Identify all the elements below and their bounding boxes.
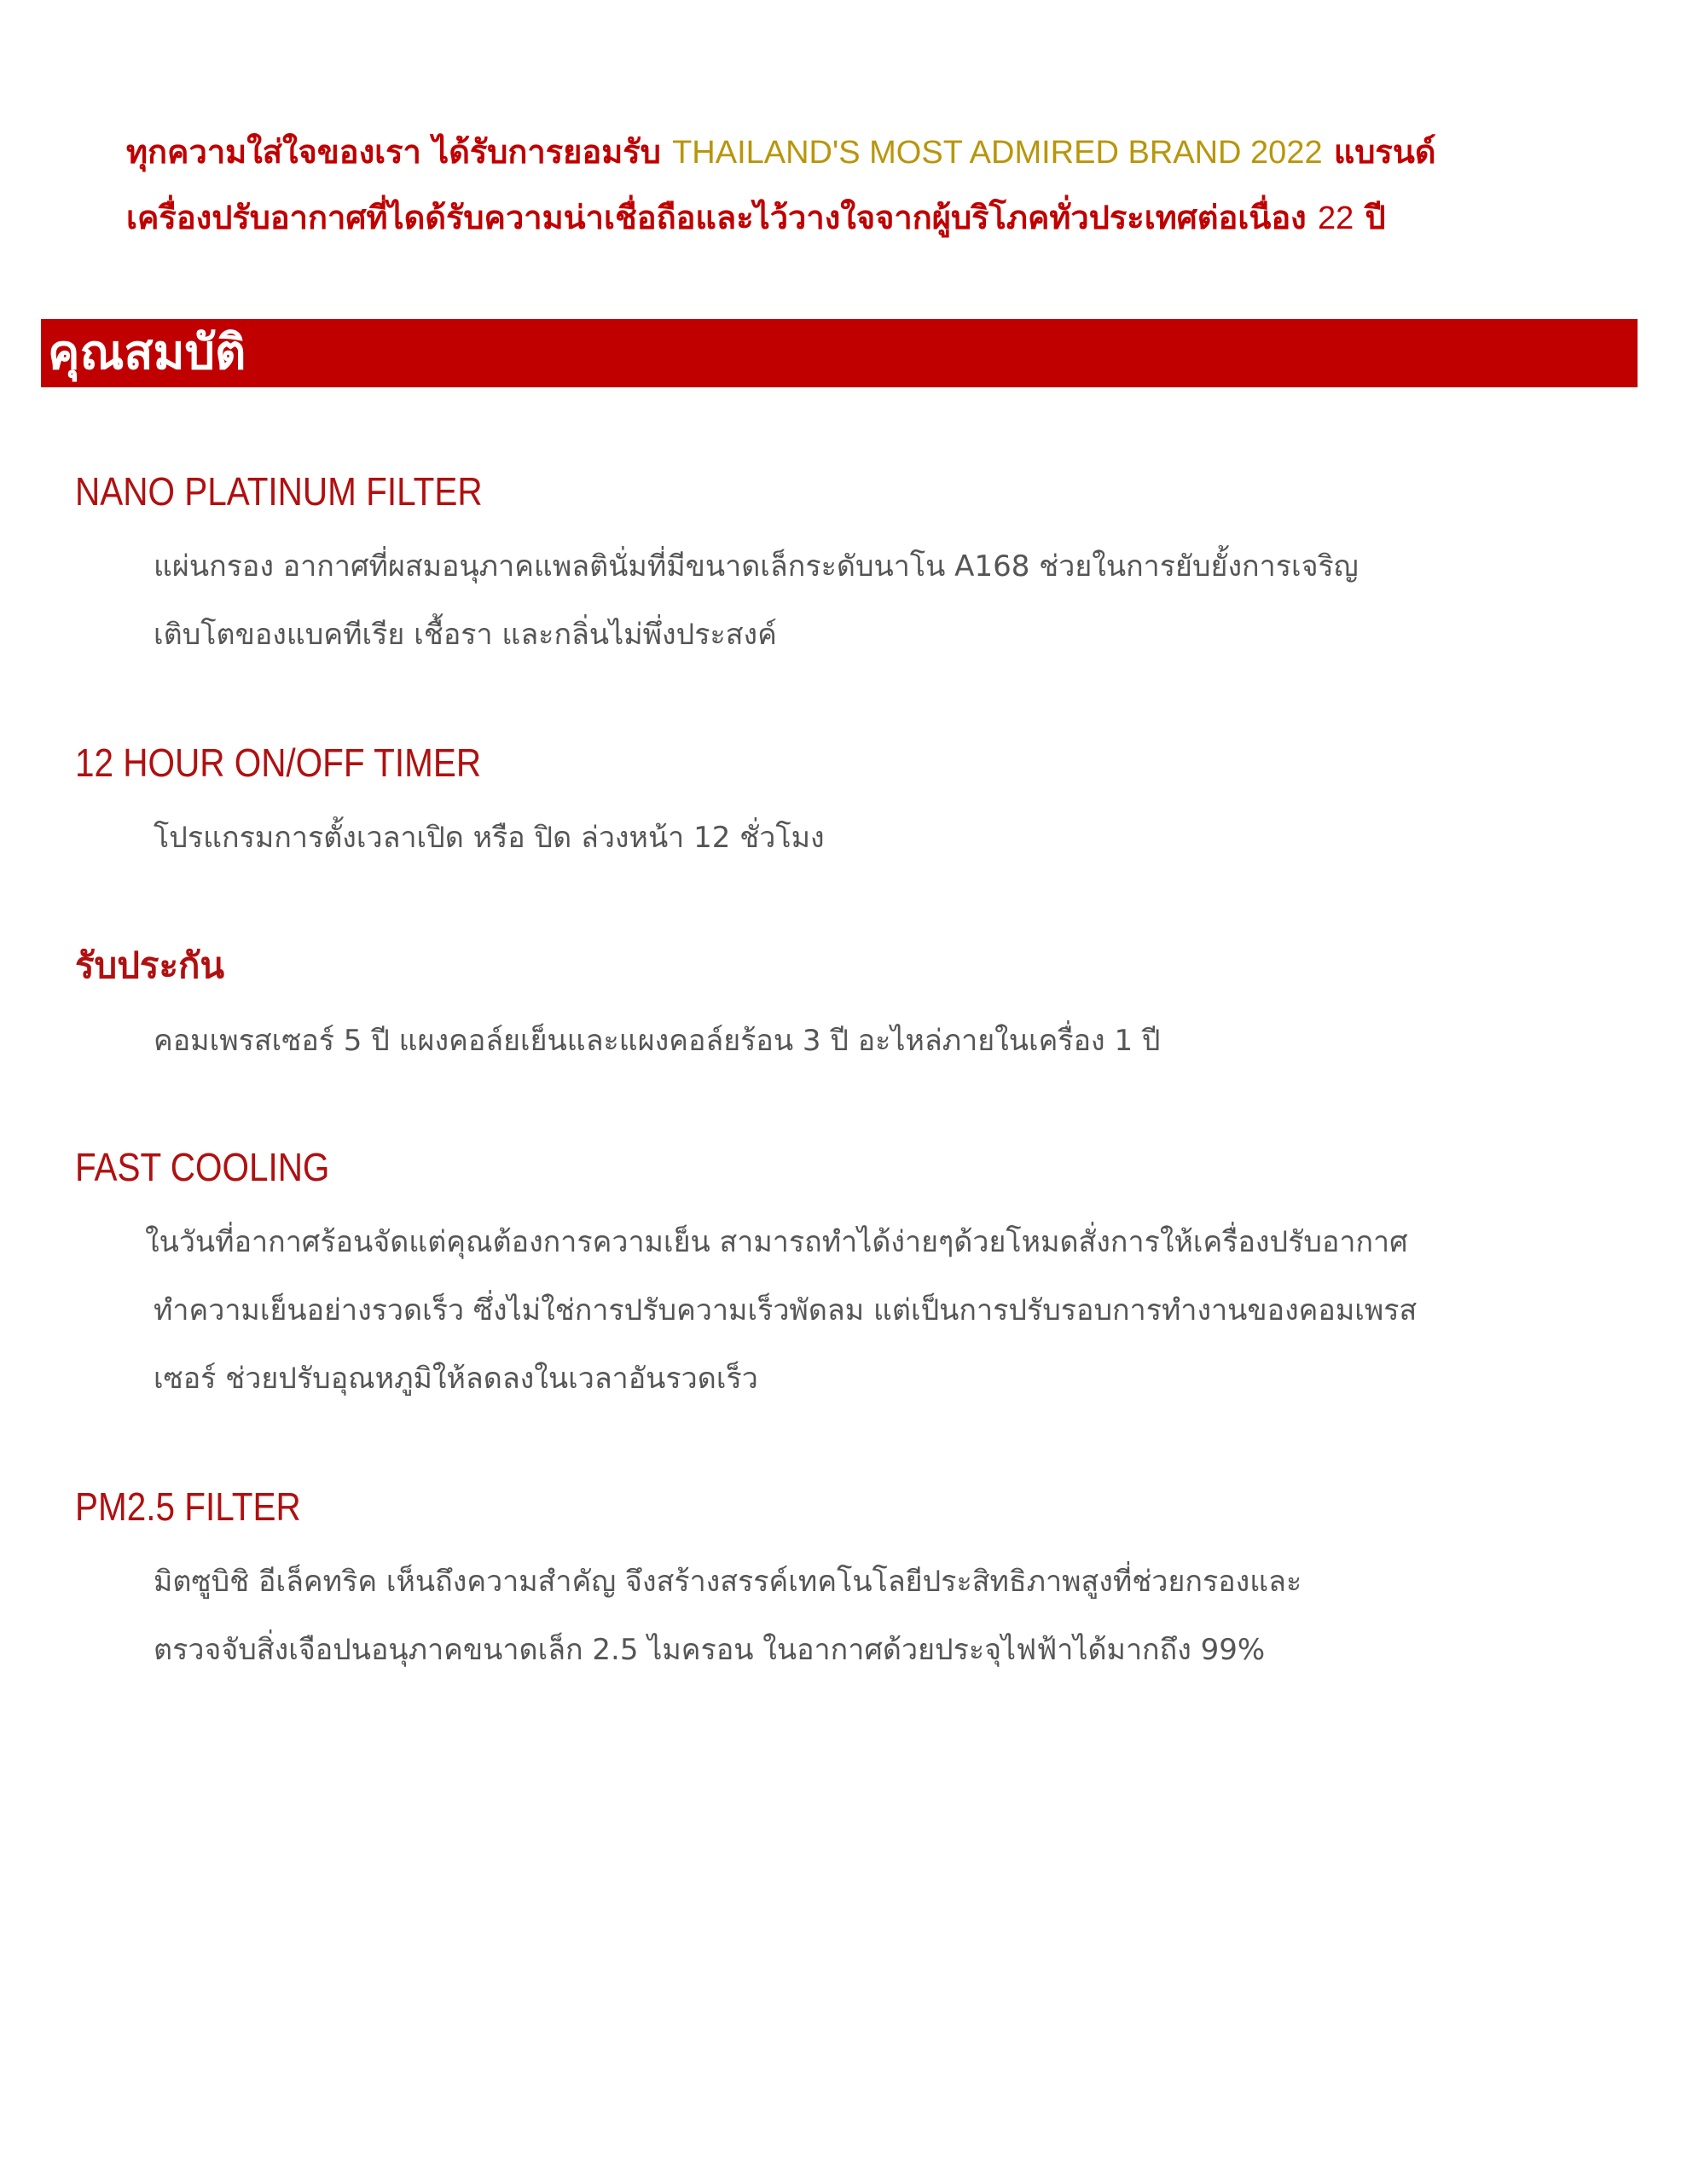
feature-title: PM2.5 FILTER <box>75 1484 301 1529</box>
feature-title: FAST COOLING <box>75 1145 330 1189</box>
description-line: เติบโตของแบคทีเรีย เชื้อรา และกลิ่นไม่พึ่งประสงค์ <box>154 618 777 652</box>
feature-description <box>75 1548 1610 1684</box>
intro-line-2-pre: เครื่องปรับอากาศที่ไดด้รับความน่าเชื่อถือและไว้วางใจจากผู้บริโภคทั่วประเทศต่อเนื่อง <box>126 199 1318 236</box>
feature-description <box>75 804 1610 872</box>
description-line: ทำความเย็นอย่างรวดเร็ว ซึ่งไม่ใช่การปรับความเร็วพัดลม แต่เป็นการปรับรอบการทำงานของคอมเพรส <box>154 1293 1417 1327</box>
feature-description <box>75 1007 1610 1075</box>
feature-warranty <box>75 942 1610 1075</box>
feature-fast-cooling <box>75 1143 1610 1413</box>
description-line: แผ่นกรอง อากาศที่ผสมอนุภาคแพลตินั่มที่มีขนาดเล็กระดับนาโน A168 ช่วยในการยับยั้งการเจริญ <box>154 549 1359 584</box>
feature-nano-platinum-filter <box>75 468 1610 669</box>
intro-line-1-post: แบรนด์ <box>1322 133 1436 171</box>
description-line: โปรแกรมการตั้งเวลาเปิด หรือ ปิด ล่วงหน้า 12 ชั่วโมง <box>154 821 825 855</box>
feature-description <box>75 532 1610 669</box>
intro-line-2-post: ปี <box>1354 199 1386 236</box>
description-line: ตรวจจับสิ่งเจือปนอนุภาคขนาดเล็ก 2.5 ไมครอน ในอากาศด้วยประจุไฟฟ้าได้มากถึง 99% <box>154 1633 1266 1667</box>
description-line: คอมเพรสเซอร์ 5 ปี แผงคอล์ยเย็นและแผงคอล์ยร้อน 3 ปี อะไหล่ภายในเครื่อง 1 ปี <box>154 1024 1161 1058</box>
award-highlight: THAILAND'S MOST ADMIRED BRAND 2022 <box>672 135 1323 171</box>
intro-text <box>126 119 1627 251</box>
feature-title: 12 HOUR ON/OFF TIMER <box>75 741 482 785</box>
feature-pm25-filter <box>75 1483 1610 1684</box>
years-count: 22 <box>1317 200 1354 236</box>
section-header-bar <box>41 319 1638 387</box>
description-line: มิตซูบิชิ อีเล็คทริค เห็นถึงความสำคัญ จึงสร้างสรรค์เทคโนโลยีประสิทธิภาพสูงที่ช่วยกรองและ <box>154 1565 1302 1599</box>
feature-description <box>75 1208 1610 1413</box>
feature-timer <box>75 739 1610 872</box>
intro-line-2 <box>126 185 1627 251</box>
description-line: ในวันที่อากาศร้อนจัดแต่คุณต้องการความเย็น สามารถทำได้ง่ายๆด้วยโหมดสั่งการให้เครื่องปรับอากาศ <box>145 1225 1408 1259</box>
section-title: คุณสมบัติ <box>48 325 246 380</box>
feature-title: NANO PLATINUM FILTER <box>75 469 483 514</box>
intro-line-1 <box>126 119 1627 185</box>
feature-title: รับประกัน <box>75 944 225 986</box>
intro-line-1-pre: ทุกความใส่ใจของเรา ได้รับการยอมรับ <box>126 133 673 171</box>
description-line: เซอร์ ช่วยปรับอุณหภูมิให้ลดลงในเวลาอันรวดเร็ว <box>154 1362 758 1396</box>
